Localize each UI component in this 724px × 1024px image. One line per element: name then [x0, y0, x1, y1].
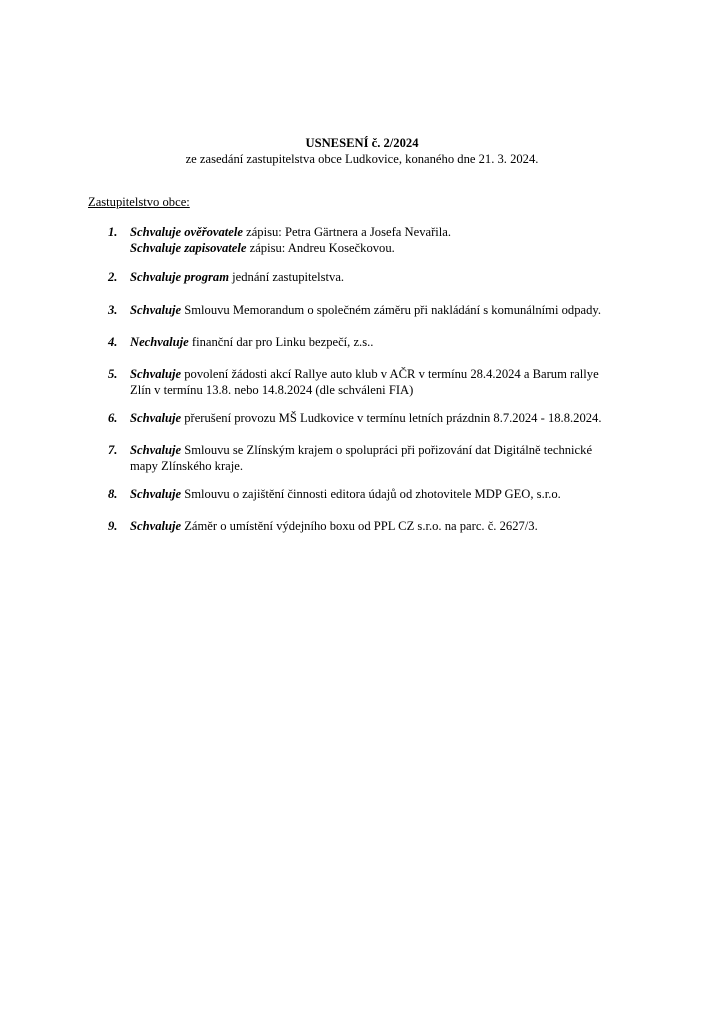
- item-line: [130, 458, 650, 474]
- item-line: [130, 410, 650, 426]
- item-text: povolení žádosti akcí Rallye auto klub v AČR v termínu 28.4.2024 a Barum rallye: [181, 367, 599, 381]
- item-line: [130, 224, 650, 240]
- item-number: 6.: [108, 411, 118, 425]
- item-text: Smlouvu se Zlínským krajem o spolupráci při pořizování dat Digitálně technické: [181, 443, 593, 457]
- item-keyword: Schvaluje: [130, 303, 182, 317]
- item-text: mapy Zlínského kraje.: [130, 459, 243, 473]
- item-text: jednání zastupitelstva.: [229, 270, 345, 284]
- item-body: [130, 442, 650, 474]
- item-line: [130, 269, 650, 285]
- item-body: [130, 366, 650, 398]
- item-body: [130, 269, 650, 285]
- item-text: Zlín v termínu 13.8. nebo 14.8.2024 (dle schváleni FIA): [130, 383, 414, 397]
- item-text: finanční dar pro Linku bezpečí, z.s..: [188, 335, 374, 349]
- document-subtitle: ze zasedání zastupitelstva obce Ludkovice, konaného dne 21. 3. 2024.: [185, 152, 539, 166]
- item-keyword: Schvaluje: [130, 487, 182, 501]
- item-number: 7.: [108, 443, 118, 457]
- item-keyword: Schvaluje: [130, 519, 182, 533]
- item-keyword: Schvaluje: [130, 443, 182, 457]
- item-line: [130, 518, 650, 534]
- item-body: [130, 518, 650, 534]
- item-line: [130, 240, 650, 256]
- intro-heading: Zastupitelstvo obce:: [88, 195, 190, 209]
- item-number: 3.: [108, 303, 118, 317]
- item-line: [130, 486, 650, 502]
- item-line: [130, 382, 650, 398]
- item-keyword: Schvaluje ověřovatele: [130, 225, 243, 239]
- item-body: [130, 334, 650, 350]
- item-text: Smlouvu Memorandum o společném záměru při nakládání s komunálními odpady.: [181, 303, 602, 317]
- item-body: [130, 302, 650, 318]
- item-text: Záměr o umístění výdejního boxu od PPL CZ s.r.o. na parc. č. 2627/3.: [181, 519, 538, 533]
- item-number: 8.: [108, 487, 118, 501]
- item-body: [130, 224, 650, 256]
- item-keyword: Schvaluje program: [130, 270, 230, 284]
- item-number: 9.: [108, 519, 118, 533]
- item-number: 4.: [108, 335, 118, 349]
- item-line: [130, 334, 650, 350]
- item-keyword: Schvaluje zapisovatele: [130, 241, 247, 255]
- item-keyword: Nechvaluje: [130, 335, 189, 349]
- item-body: [130, 410, 650, 426]
- item-line: [130, 442, 650, 458]
- item-keyword: Schvaluje: [130, 367, 182, 381]
- item-line: [130, 366, 650, 382]
- item-number: 5.: [108, 367, 118, 381]
- item-text: přerušení provozu MŠ Ludkovice v termínu letních prázdnin 8.7.2024 - 18.8.2024.: [181, 411, 602, 425]
- item-text: zápisu: Andreu Kosečkovou.: [246, 241, 395, 255]
- item-number: 2.: [108, 270, 118, 284]
- document-title: USNESENÍ č. 2/2024: [305, 136, 419, 150]
- item-text: zápisu: Petra Gärtnera a Josefa Nevařila.: [242, 225, 452, 239]
- item-line: [130, 302, 650, 318]
- item-keyword: Schvaluje: [130, 411, 182, 425]
- item-text: Smlouvu o zajištění činnosti editora údajů od zhotovitele MDP GEO, s.r.o.: [181, 487, 561, 501]
- item-number: 1.: [108, 225, 118, 239]
- item-body: [130, 486, 650, 502]
